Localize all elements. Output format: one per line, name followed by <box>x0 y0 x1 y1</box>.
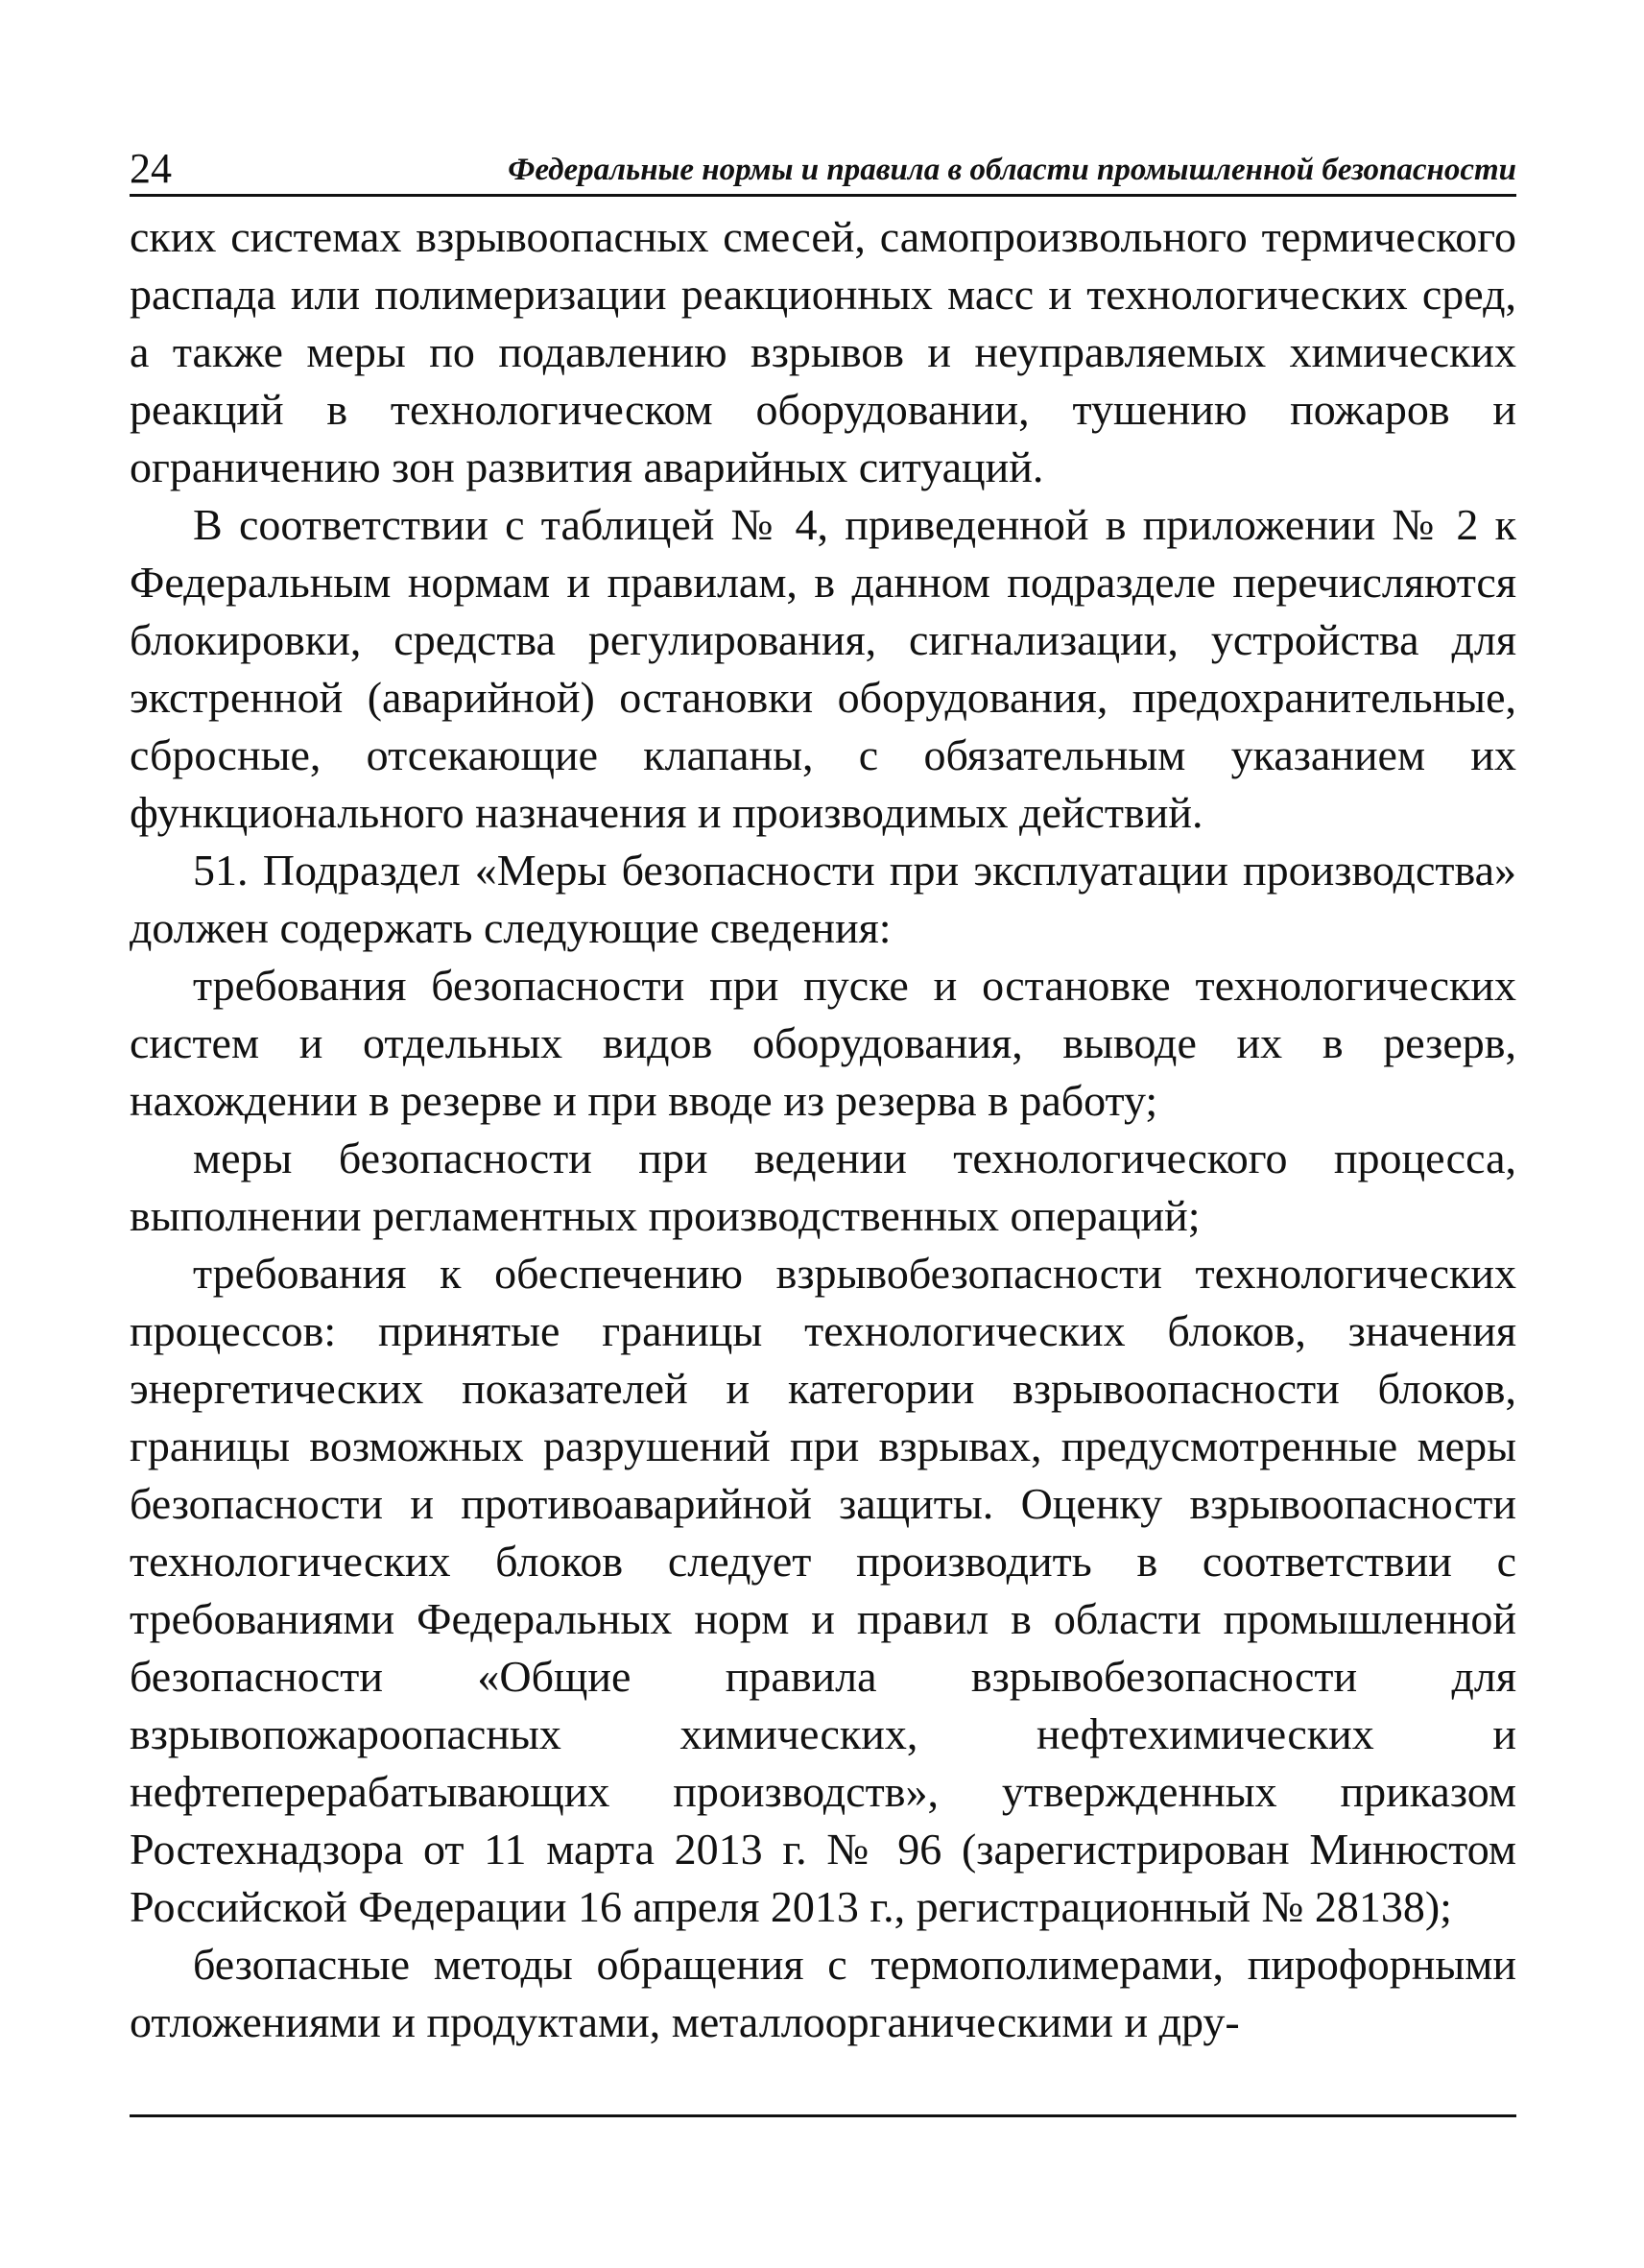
paragraph: В соответствии с таблицей № 4, приведенной в приложении № 2 к Федеральным нормам и правилам, в данном подразделе перечисляются блокировки, средства регулирования, сигнализации, устройства для экстренной (аварийной) остановки оборудования, предохранительные, сбросные, отсекающие клапаны, с обязательным указанием их функционального назначения и производимых действий. <box>130 500 1516 837</box>
paragraph-continuation: ских системах взрывоопасных смесей, самопроизвольного термического распада или полимеризации реакционных масс и технологических сред, а также меры по подавлению взрывов и неуправляемых химических реакций в технологическом оборудовании, тушению пожаров и ограничению зон развития аварийных ситуаций. <box>130 212 1516 491</box>
list-item: безопасные методы обращения с термополимерами, пирофорными отложениями и продуктами, металлоорганическими и дру- <box>130 1940 1516 2046</box>
document-page <box>130 144 1516 2051</box>
page-number: 24 <box>130 145 172 192</box>
running-header <box>130 144 1516 197</box>
list-item: требования безопасности при пуске и остановке технологических систем и отдельных видов оборудования, выводе их в резерв, нахождении в резерве и при вводе из резерва в работу; <box>130 961 1516 1125</box>
bottom-rule <box>130 2114 1516 2117</box>
running-header-title: Федеральные нормы и правила в области промышленной безопасности <box>508 153 1516 187</box>
body-text <box>130 208 1516 2051</box>
list-item: требования к обеспечению взрывобезопасности технологических процессов: принятые границы технологических блоков, значения энергетических показателей и категории взрывоопасности блоков, границы возможных разрушений при взрывах, предусмотренные меры безопасности и противоаварийной защиты. Оценку взрывоопасности технологических блоков следует производить в соответствии с требованиями Федеральных норм и правил в области промышленной безопасности «Общие правила взрывобезопасности для взрывопожароопасных химических, нефтехимических и нефтеперерабатывающих производств», утвержденных приказом Ростехнадзора от 11 марта 2013 г. № 96 (зарегистрирован Минюстом Российской Федерации 16 апреля 2013 г., регистрационный № 28138); <box>130 1249 1516 1931</box>
paragraph-section-51: 51. Подраздел «Меры безопасности при эксплуатации производства» должен содержать следующие сведения: <box>130 846 1516 952</box>
list-item: меры безопасности при ведении технологического процесса, выполнении регламентных производственных операций; <box>130 1134 1516 1240</box>
